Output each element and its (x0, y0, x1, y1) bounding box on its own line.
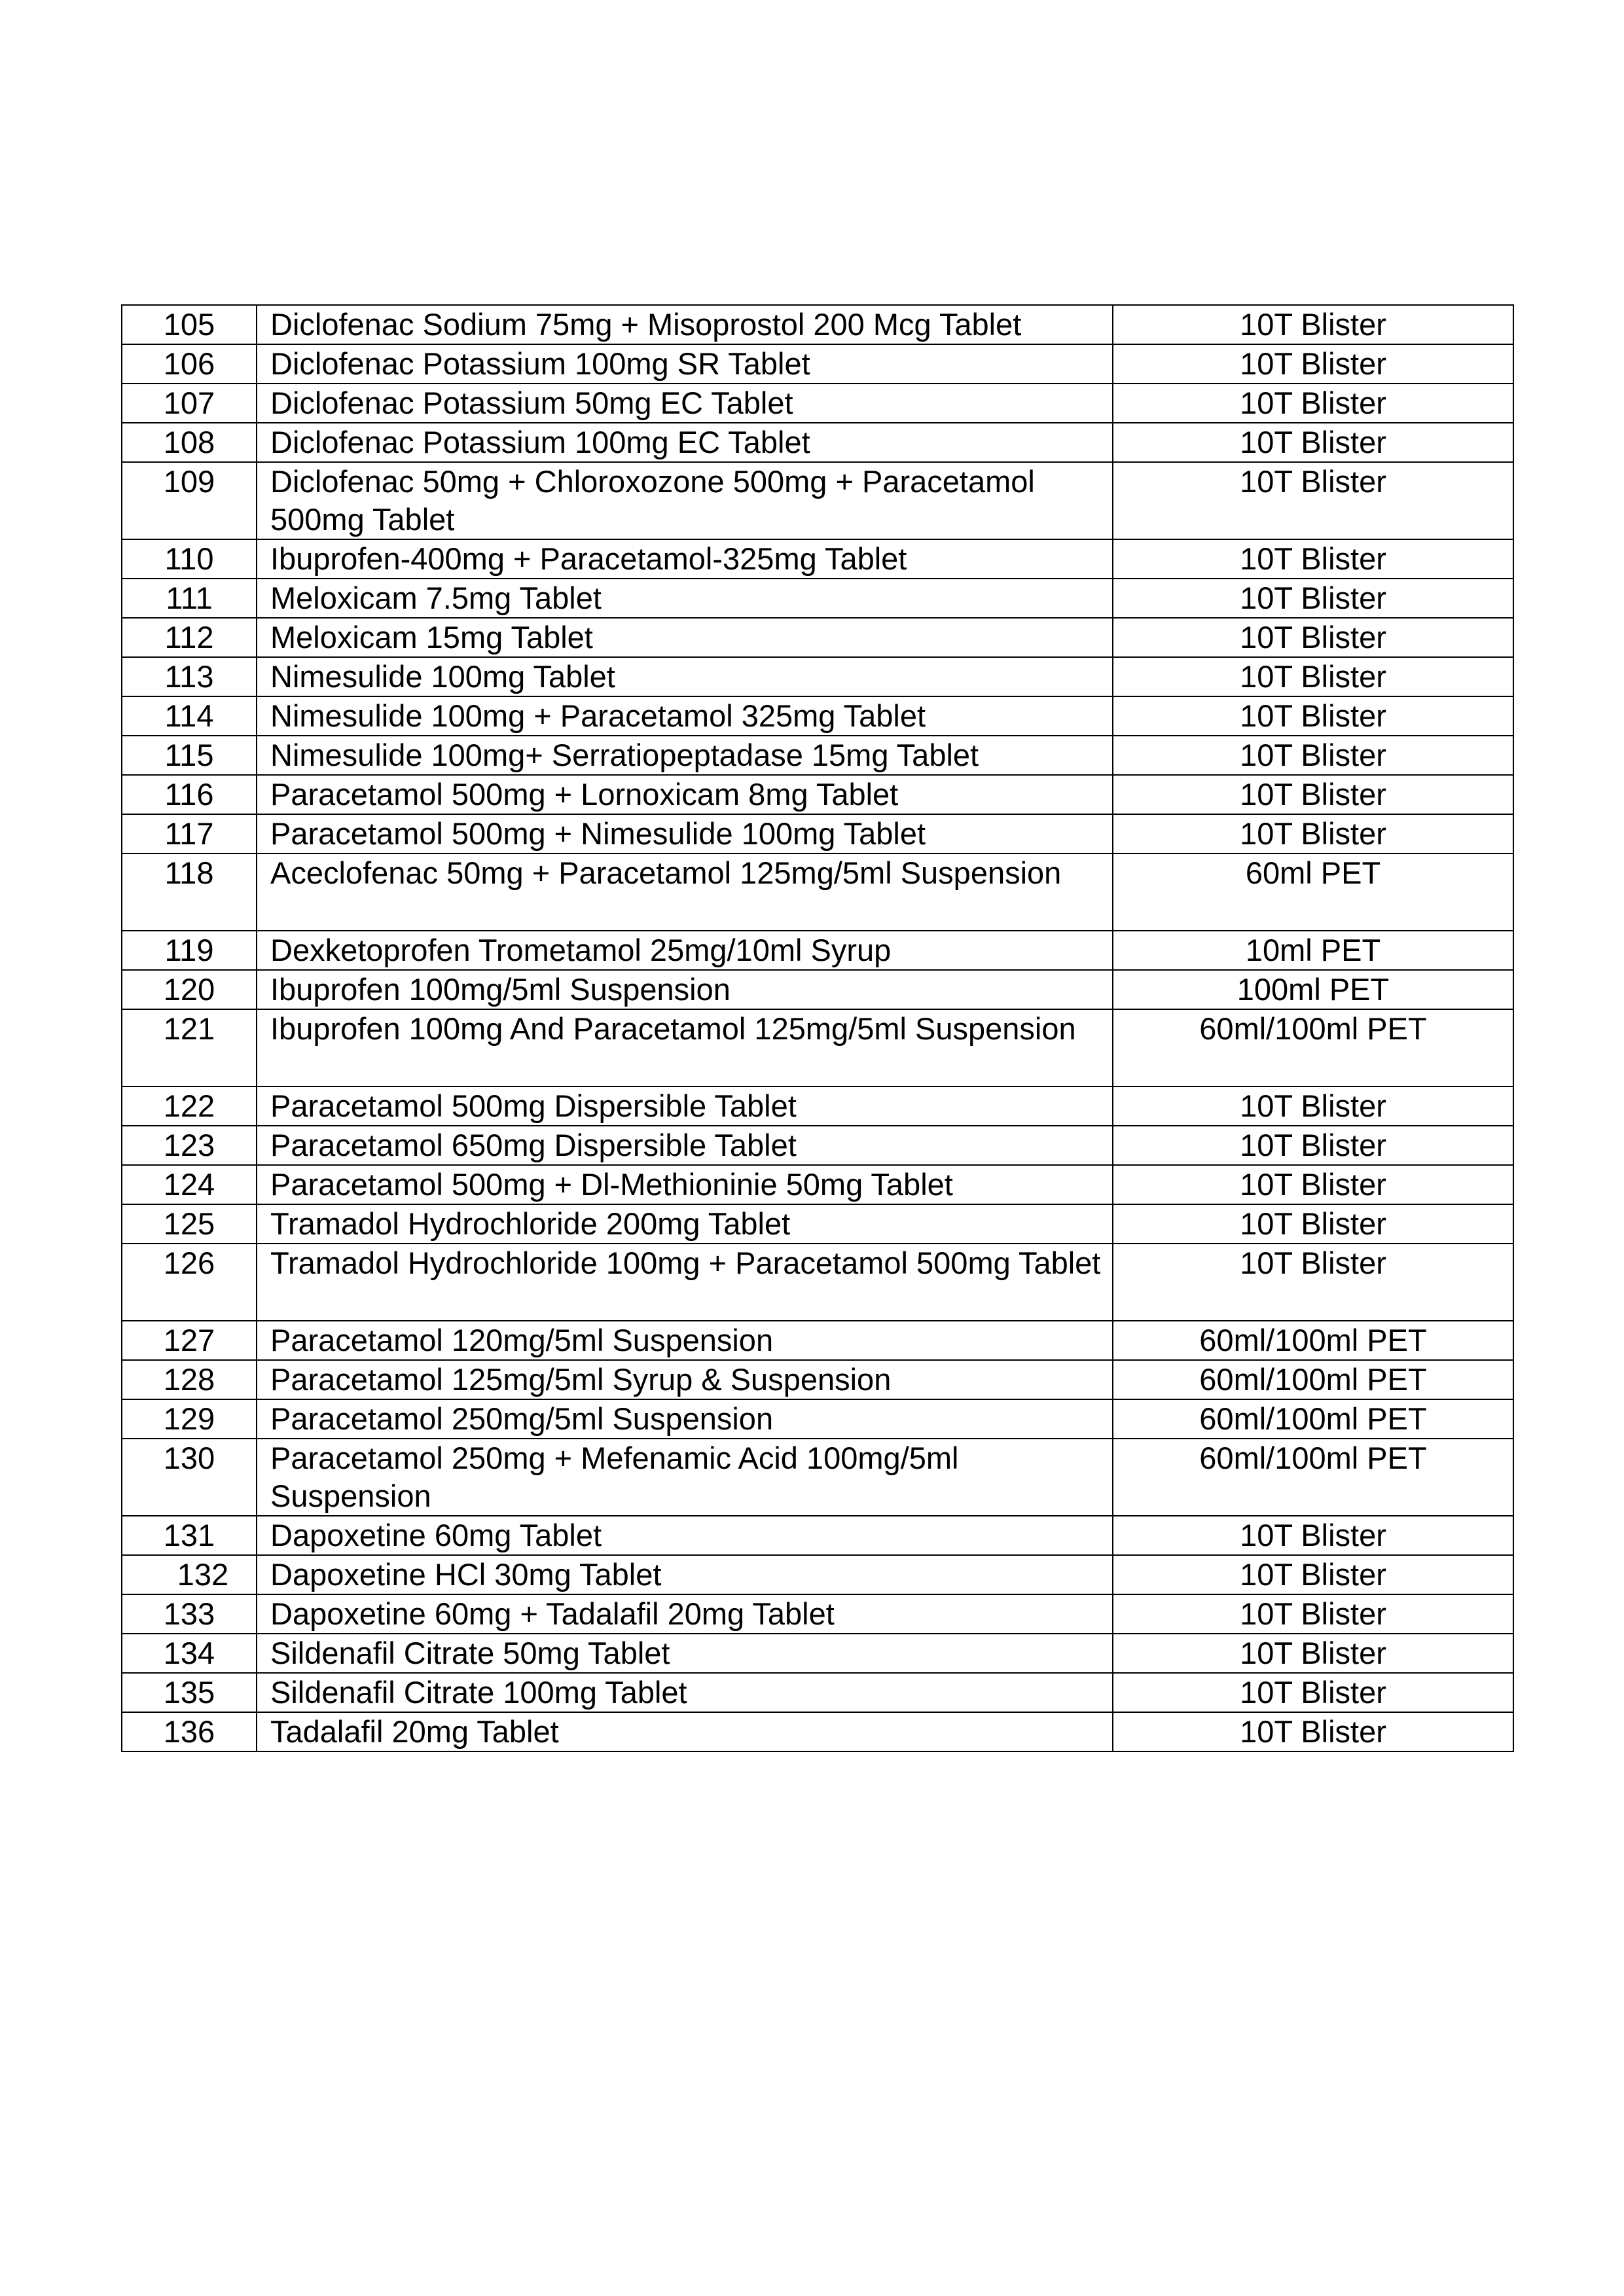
item-number: 130 (122, 1439, 257, 1516)
table-row (122, 462, 1513, 539)
table-row (122, 1126, 1513, 1165)
product-description: Nimesulide 100mg Tablet (257, 657, 1113, 696)
packing: 10T Blister (1113, 1634, 1513, 1673)
item-number: 114 (122, 696, 257, 736)
packing: 10T Blister (1113, 775, 1513, 814)
table-row (122, 539, 1513, 579)
product-description: Ibuprofen-400mg + Paracetamol-325mg Tablet (257, 539, 1113, 579)
table-row (122, 1165, 1513, 1204)
packing: 60ml/100ml PET (1113, 1360, 1513, 1399)
product-description: Dapoxetine HCl 30mg Tablet (257, 1555, 1113, 1594)
packing: 10T Blister (1113, 696, 1513, 736)
item-number: 115 (122, 736, 257, 775)
item-number: 127 (122, 1321, 257, 1360)
table-row (122, 1399, 1513, 1439)
packing: 10T Blister (1113, 1673, 1513, 1712)
packing: 10T Blister (1113, 1126, 1513, 1165)
table-row (122, 1204, 1513, 1244)
product-description: Paracetamol 650mg Dispersible Tablet (257, 1126, 1113, 1165)
product-description: Nimesulide 100mg+ Serratiopeptadase 15mg Tablet (257, 736, 1113, 775)
table-row (122, 1086, 1513, 1126)
table-row (122, 1244, 1513, 1321)
item-number: 131 (122, 1516, 257, 1555)
table-row (122, 931, 1513, 970)
packing: 60ml/100ml PET (1113, 1009, 1513, 1086)
table-row (122, 579, 1513, 618)
product-description: Sildenafil Citrate 100mg Tablet (257, 1673, 1113, 1712)
packing: 100ml PET (1113, 970, 1513, 1009)
table-row (122, 696, 1513, 736)
table-row (122, 970, 1513, 1009)
item-number: 123 (122, 1126, 257, 1165)
item-number: 116 (122, 775, 257, 814)
packing: 10T Blister (1113, 736, 1513, 775)
product-table (121, 304, 1514, 1752)
item-number: 117 (122, 814, 257, 853)
table-row (122, 1321, 1513, 1360)
packing: 10T Blister (1113, 1204, 1513, 1244)
table-row (122, 1594, 1513, 1634)
packing: 10T Blister (1113, 1244, 1513, 1321)
item-number: 119 (122, 931, 257, 970)
item-number: 111 (122, 579, 257, 618)
table-row (122, 618, 1513, 657)
item-number: 132 (122, 1555, 257, 1594)
product-description: Diclofenac 50mg + Chloroxozone 500mg + Paracetamol 500mg Tablet (257, 462, 1113, 539)
product-description: Meloxicam 15mg Tablet (257, 618, 1113, 657)
product-description: Ibuprofen 100mg And Paracetamol 125mg/5ml Suspension (257, 1009, 1113, 1086)
product-description: Nimesulide 100mg + Paracetamol 325mg Tablet (257, 696, 1113, 736)
packing: 10T Blister (1113, 1165, 1513, 1204)
item-number: 107 (122, 384, 257, 423)
packing: 10T Blister (1113, 657, 1513, 696)
packing: 10T Blister (1113, 305, 1513, 344)
product-description: Dapoxetine 60mg + Tadalafil 20mg Tablet (257, 1594, 1113, 1634)
item-number: 112 (122, 618, 257, 657)
table-row (122, 775, 1513, 814)
product-description: Tadalafil 20mg Tablet (257, 1712, 1113, 1751)
table-row (122, 1673, 1513, 1712)
packing: 10T Blister (1113, 462, 1513, 539)
packing: 10T Blister (1113, 344, 1513, 384)
packing: 10T Blister (1113, 814, 1513, 853)
packing: 10T Blister (1113, 423, 1513, 462)
item-number: 133 (122, 1594, 257, 1634)
table-row (122, 1712, 1513, 1751)
product-description: Paracetamol 120mg/5ml Suspension (257, 1321, 1113, 1360)
item-number: 113 (122, 657, 257, 696)
item-number: 124 (122, 1165, 257, 1204)
packing: 10T Blister (1113, 1594, 1513, 1634)
item-number: 108 (122, 423, 257, 462)
item-number: 125 (122, 1204, 257, 1244)
table-row (122, 305, 1513, 344)
item-number: 106 (122, 344, 257, 384)
item-number: 105 (122, 305, 257, 344)
table-row (122, 423, 1513, 462)
product-description: Diclofenac Sodium 75mg + Misoprostol 200 Mcg Tablet (257, 305, 1113, 344)
item-number: 136 (122, 1712, 257, 1751)
product-description: Tramadol Hydrochloride 100mg + Paracetamol 500mg Tablet (257, 1244, 1113, 1321)
packing: 10T Blister (1113, 384, 1513, 423)
product-description: Ibuprofen 100mg/5ml Suspension (257, 970, 1113, 1009)
product-description: Paracetamol 250mg/5ml Suspension (257, 1399, 1113, 1439)
table-row (122, 1634, 1513, 1673)
packing: 60ml/100ml PET (1113, 1439, 1513, 1516)
product-description: Paracetamol 500mg Dispersible Tablet (257, 1086, 1113, 1126)
product-description: Paracetamol 500mg + Lornoxicam 8mg Tablet (257, 775, 1113, 814)
product-description: Paracetamol 125mg/5ml Syrup & Suspension (257, 1360, 1113, 1399)
product-description: Dexketoprofen Trometamol 25mg/10ml Syrup (257, 931, 1113, 970)
item-number: 135 (122, 1673, 257, 1712)
packing: 10T Blister (1113, 618, 1513, 657)
table-row (122, 384, 1513, 423)
table-row (122, 657, 1513, 696)
packing: 60ml/100ml PET (1113, 1399, 1513, 1439)
item-number: 129 (122, 1399, 257, 1439)
product-description: Aceclofenac 50mg + Paracetamol 125mg/5ml Suspension (257, 853, 1113, 931)
table-row (122, 1439, 1513, 1516)
table-row (122, 1360, 1513, 1399)
table-row (122, 344, 1513, 384)
item-number: 126 (122, 1244, 257, 1321)
item-number: 120 (122, 970, 257, 1009)
item-number: 109 (122, 462, 257, 539)
product-description: Diclofenac Potassium 50mg EC Tablet (257, 384, 1113, 423)
packing: 10T Blister (1113, 539, 1513, 579)
item-number: 128 (122, 1360, 257, 1399)
table-row (122, 736, 1513, 775)
product-description: Tramadol Hydrochloride 200mg Tablet (257, 1204, 1113, 1244)
table-row (122, 853, 1513, 931)
packing: 10T Blister (1113, 1555, 1513, 1594)
packing: 10T Blister (1113, 579, 1513, 618)
item-number: 134 (122, 1634, 257, 1673)
packing: 10T Blister (1113, 1712, 1513, 1751)
item-number: 110 (122, 539, 257, 579)
product-description: Dapoxetine 60mg Tablet (257, 1516, 1113, 1555)
table-row (122, 1516, 1513, 1555)
item-number: 118 (122, 853, 257, 931)
packing: 60ml PET (1113, 853, 1513, 931)
product-description: Sildenafil Citrate 50mg Tablet (257, 1634, 1113, 1673)
product-description: Meloxicam 7.5mg Tablet (257, 579, 1113, 618)
product-description: Paracetamol 250mg + Mefenamic Acid 100mg/5ml Suspension (257, 1439, 1113, 1516)
product-description: Diclofenac Potassium 100mg SR Tablet (257, 344, 1113, 384)
product-description: Diclofenac Potassium 100mg EC Tablet (257, 423, 1113, 462)
table-row (122, 1555, 1513, 1594)
packing: 10T Blister (1113, 1086, 1513, 1126)
packing: 10ml PET (1113, 931, 1513, 970)
product-description: Paracetamol 500mg + Dl-Methioninie 50mg Tablet (257, 1165, 1113, 1204)
product-description: Paracetamol 500mg + Nimesulide 100mg Tablet (257, 814, 1113, 853)
item-number: 122 (122, 1086, 257, 1126)
table-row (122, 1009, 1513, 1086)
packing: 60ml/100ml PET (1113, 1321, 1513, 1360)
table-row (122, 814, 1513, 853)
packing: 10T Blister (1113, 1516, 1513, 1555)
item-number: 121 (122, 1009, 257, 1086)
